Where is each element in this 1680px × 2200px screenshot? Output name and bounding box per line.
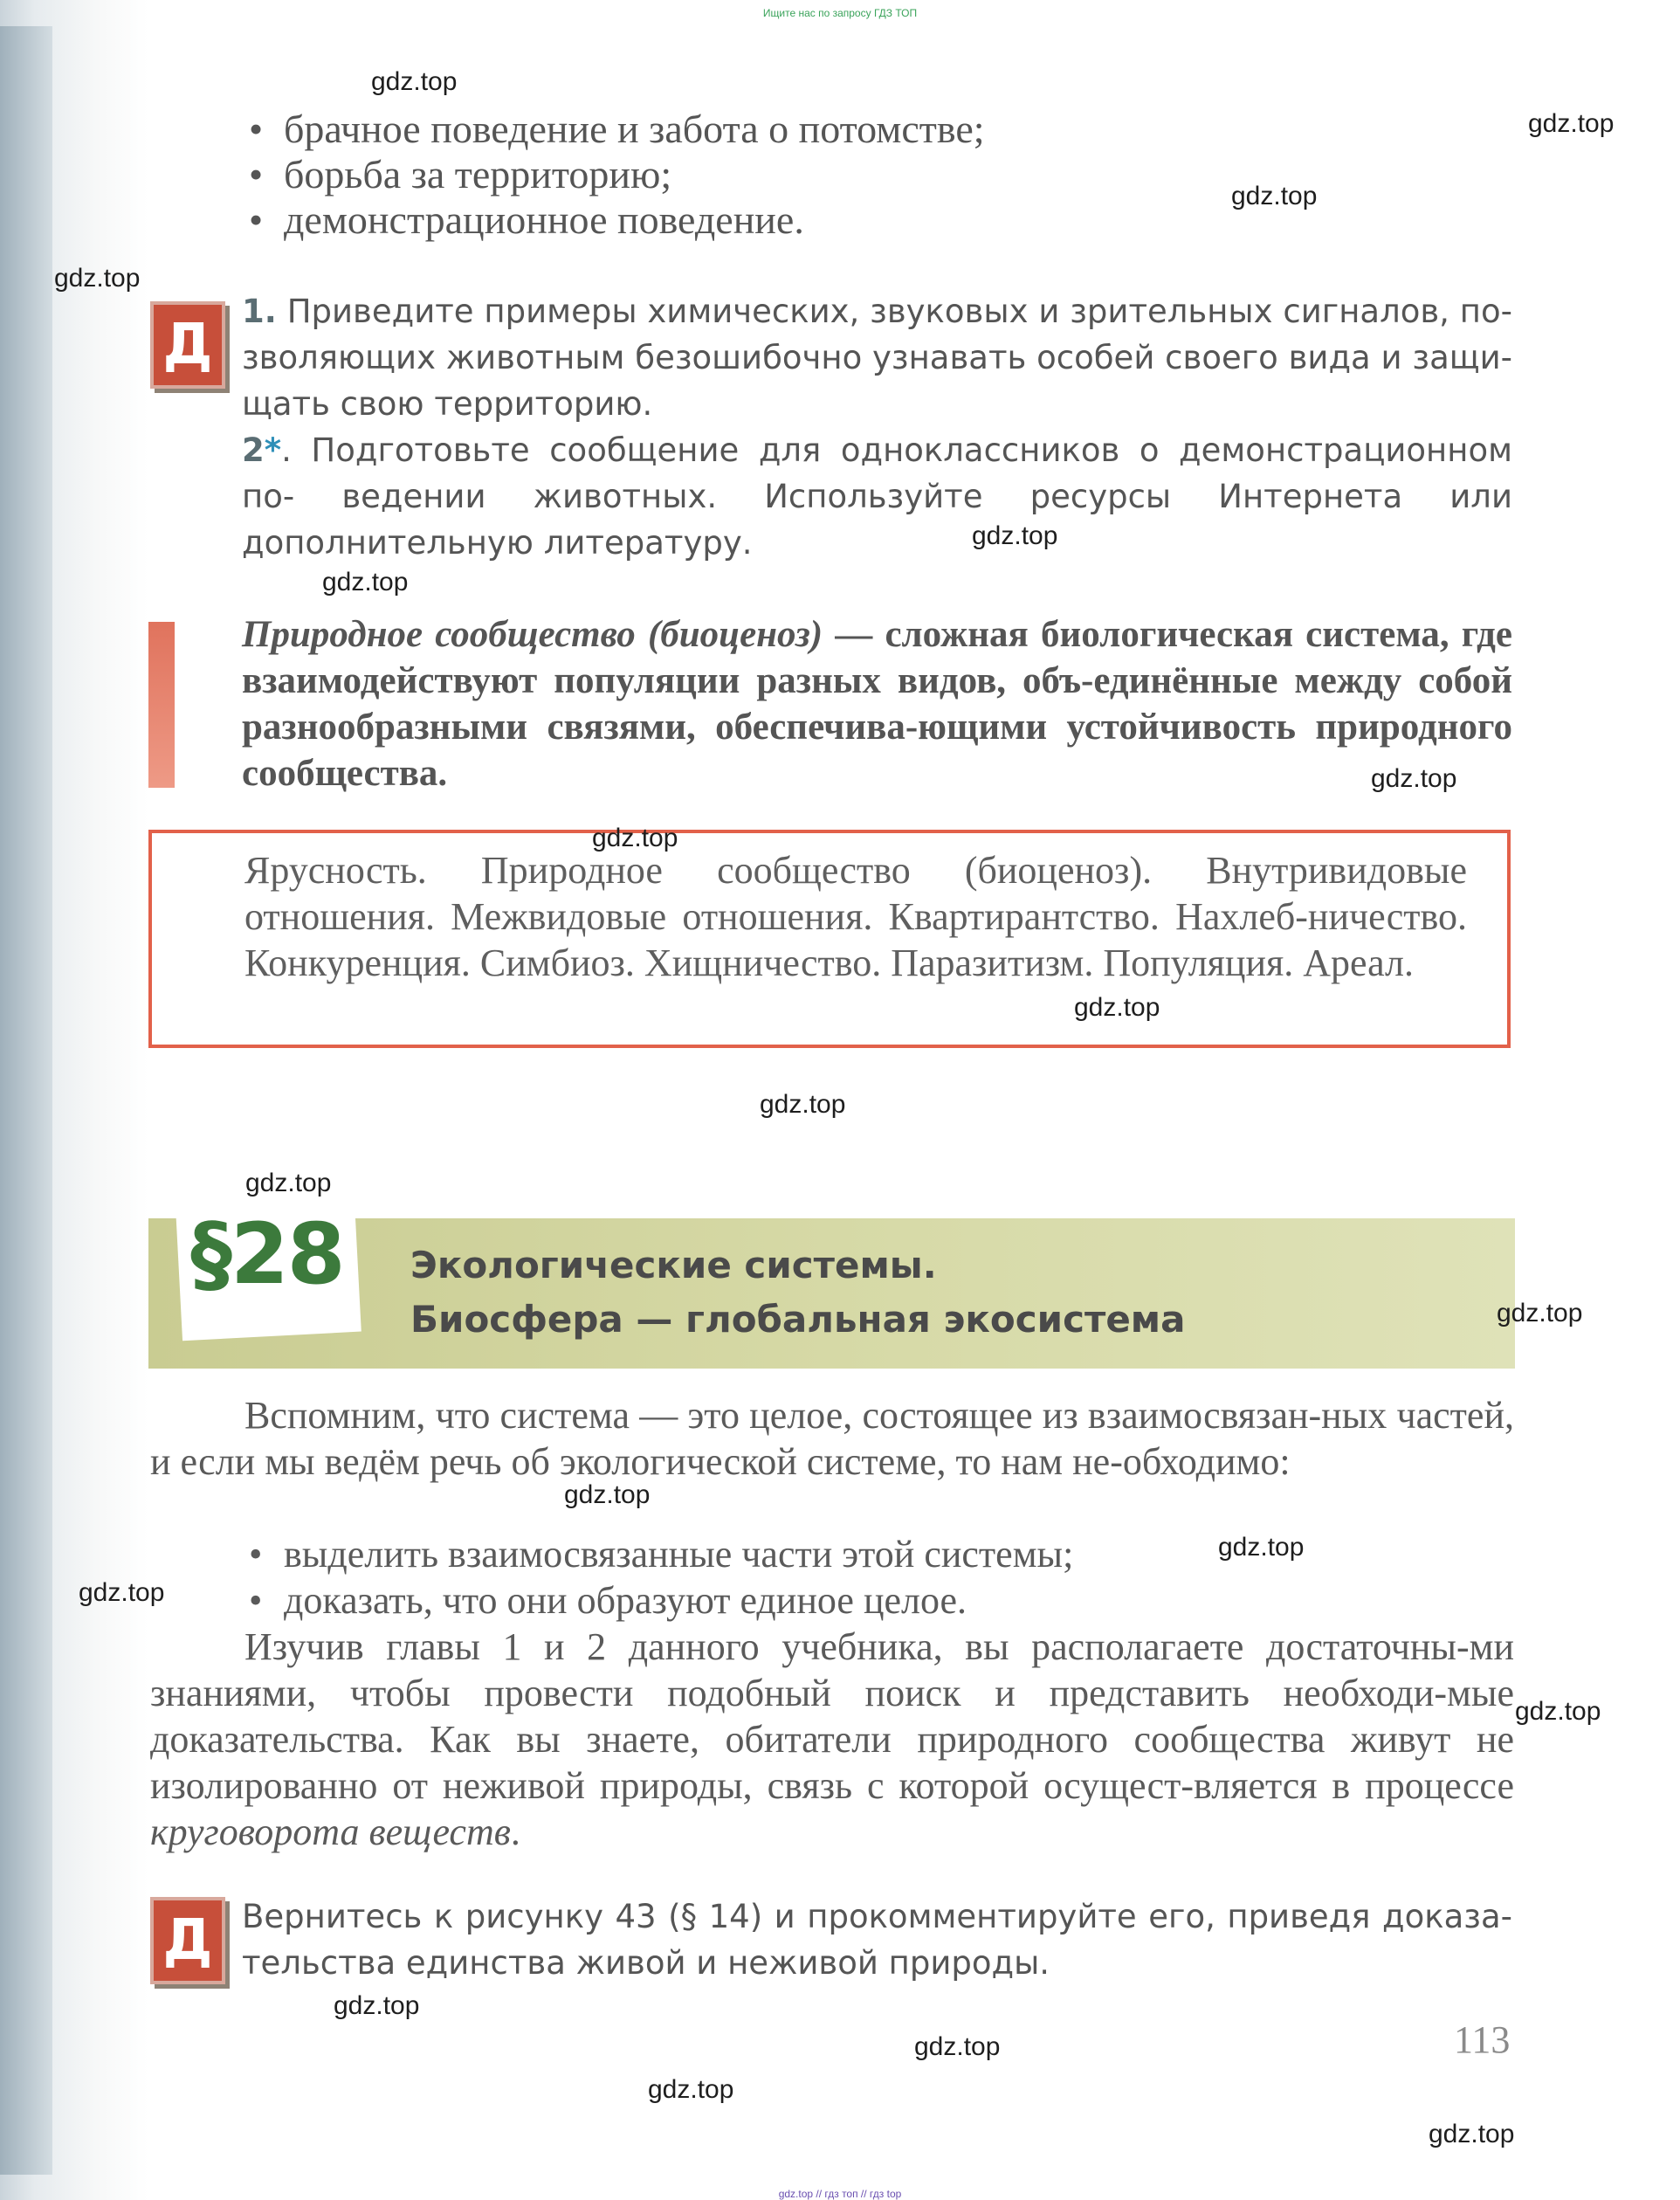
- watermark: gdz.top: [1231, 182, 1318, 210]
- highlighted-term: круговорота веществ: [150, 1810, 511, 1853]
- watermark: gdz.top: [760, 1090, 846, 1119]
- key-terms-text: Ярусность. Природное сообщество (биоценоз). Внутривидовые отношения. Межвидовые отношения. Квартирантство. Нахлеб-ничество. Конкуренция. Симбиоз. Хищничество. Паразитизм. Популяция. Ареал.: [244, 849, 1467, 984]
- watermark: gdz.top: [1528, 109, 1615, 138]
- book-spine-shadow: [0, 26, 52, 2175]
- watermark: gdz.top: [592, 824, 678, 852]
- watermark: gdz.top: [54, 264, 141, 293]
- watermark: gdz.top: [1515, 1697, 1601, 1726]
- definition-marker: [148, 622, 175, 788]
- task-1: 1. Приведите примеры химических, звуковых и зрительных сигналов, по- зволяющих животным безошибочно узнавать особей своего вида и защи- щать свою территорию.: [242, 293, 1512, 423]
- watermark: gdz.top: [1371, 764, 1457, 793]
- section-title: [410, 1238, 1185, 1347]
- watermark: gdz.top: [914, 2032, 1001, 2061]
- bottom-task: Вернитесь к рисунку 43 (§ 14) и прокомментируйте его, приведя доказа-тельства единства живой и неживой природы.: [242, 1898, 1512, 1982]
- section-title-line: Экологические системы.: [410, 1244, 937, 1286]
- watermark: gdz.top: [334, 1991, 420, 2020]
- watermark: gdz.top: [1074, 993, 1160, 1022]
- intro-paragraph: Вспомним, что система — это целое, состоящее из взаимосвязан-ных частей, и если мы ведём речь об экологической системе, то нам не-обходимо:: [150, 1394, 1514, 1483]
- watermark: gdz.top: [371, 67, 458, 96]
- list-item: • доказать, что они образуют единое целое.: [249, 1579, 967, 1622]
- watermark: gdz.top: [564, 1480, 651, 1509]
- section-number: §28: [190, 1205, 344, 1303]
- task-2: 2*. Подготовьте сообщение для одноклассников о демонстрационном по- ведении животных. Используйте ресурсы Интернета или дополнительную литературу.: [242, 431, 1512, 562]
- task-badge-icon: Д: [150, 1897, 225, 1984]
- watermark: gdz.top: [322, 568, 409, 597]
- watermark: gdz.top: [1429, 2120, 1515, 2148]
- watermark: gdz.top: [1497, 1299, 1583, 1328]
- goals-bullet-list: [249, 1531, 1073, 1624]
- watermark: gdz.top: [245, 1169, 332, 1197]
- section-title-line: Биосфера — глобальная экосистема: [410, 1298, 1186, 1341]
- behavior-bullet-list: [249, 107, 985, 243]
- list-item: • выделить взаимосвязанные части этой системы;: [249, 1533, 1074, 1576]
- list-item: • демонстрационное поведение.: [249, 197, 804, 242]
- watermark: gdz.top: [1218, 1533, 1305, 1562]
- definition-text: Природное сообщество (биоценоз) — сложная биологическая система, где взаимодействуют популяции разных видов, объ-единённые между собой разнообразными связями, обеспечива-ющими устойчивость природного сообщества.: [242, 614, 1512, 794]
- list-item: • брачное поведение и забота о потомстве;: [249, 107, 985, 151]
- task-badge-icon: Д: [150, 301, 225, 389]
- page-number: 113: [1454, 2018, 1511, 2061]
- watermark: gdz.top: [79, 1578, 165, 1607]
- watermark: gdz.top: [972, 521, 1058, 550]
- watermark: gdz.top: [648, 2075, 734, 2104]
- footer-note[interactable]: gdz.top // гдз топ // гдз top: [778, 2188, 902, 2200]
- list-item: • борьба за территорию;: [249, 152, 672, 197]
- second-paragraph: Изучив главы 1 и 2 данного учебника, вы располагаете достаточны-ми знаниями, чтобы провести подобный поиск и представить необходи-мые доказательства. Как вы знаете, обитатели природного сообщества живут не изолированно от неживой природы, связь с которой осущест-вляется в процессе круговорота веществ.: [150, 1625, 1514, 1853]
- task-block: [242, 288, 1512, 566]
- header-note[interactable]: Ищите нас по запросу ГДЗ ТОП: [762, 7, 918, 19]
